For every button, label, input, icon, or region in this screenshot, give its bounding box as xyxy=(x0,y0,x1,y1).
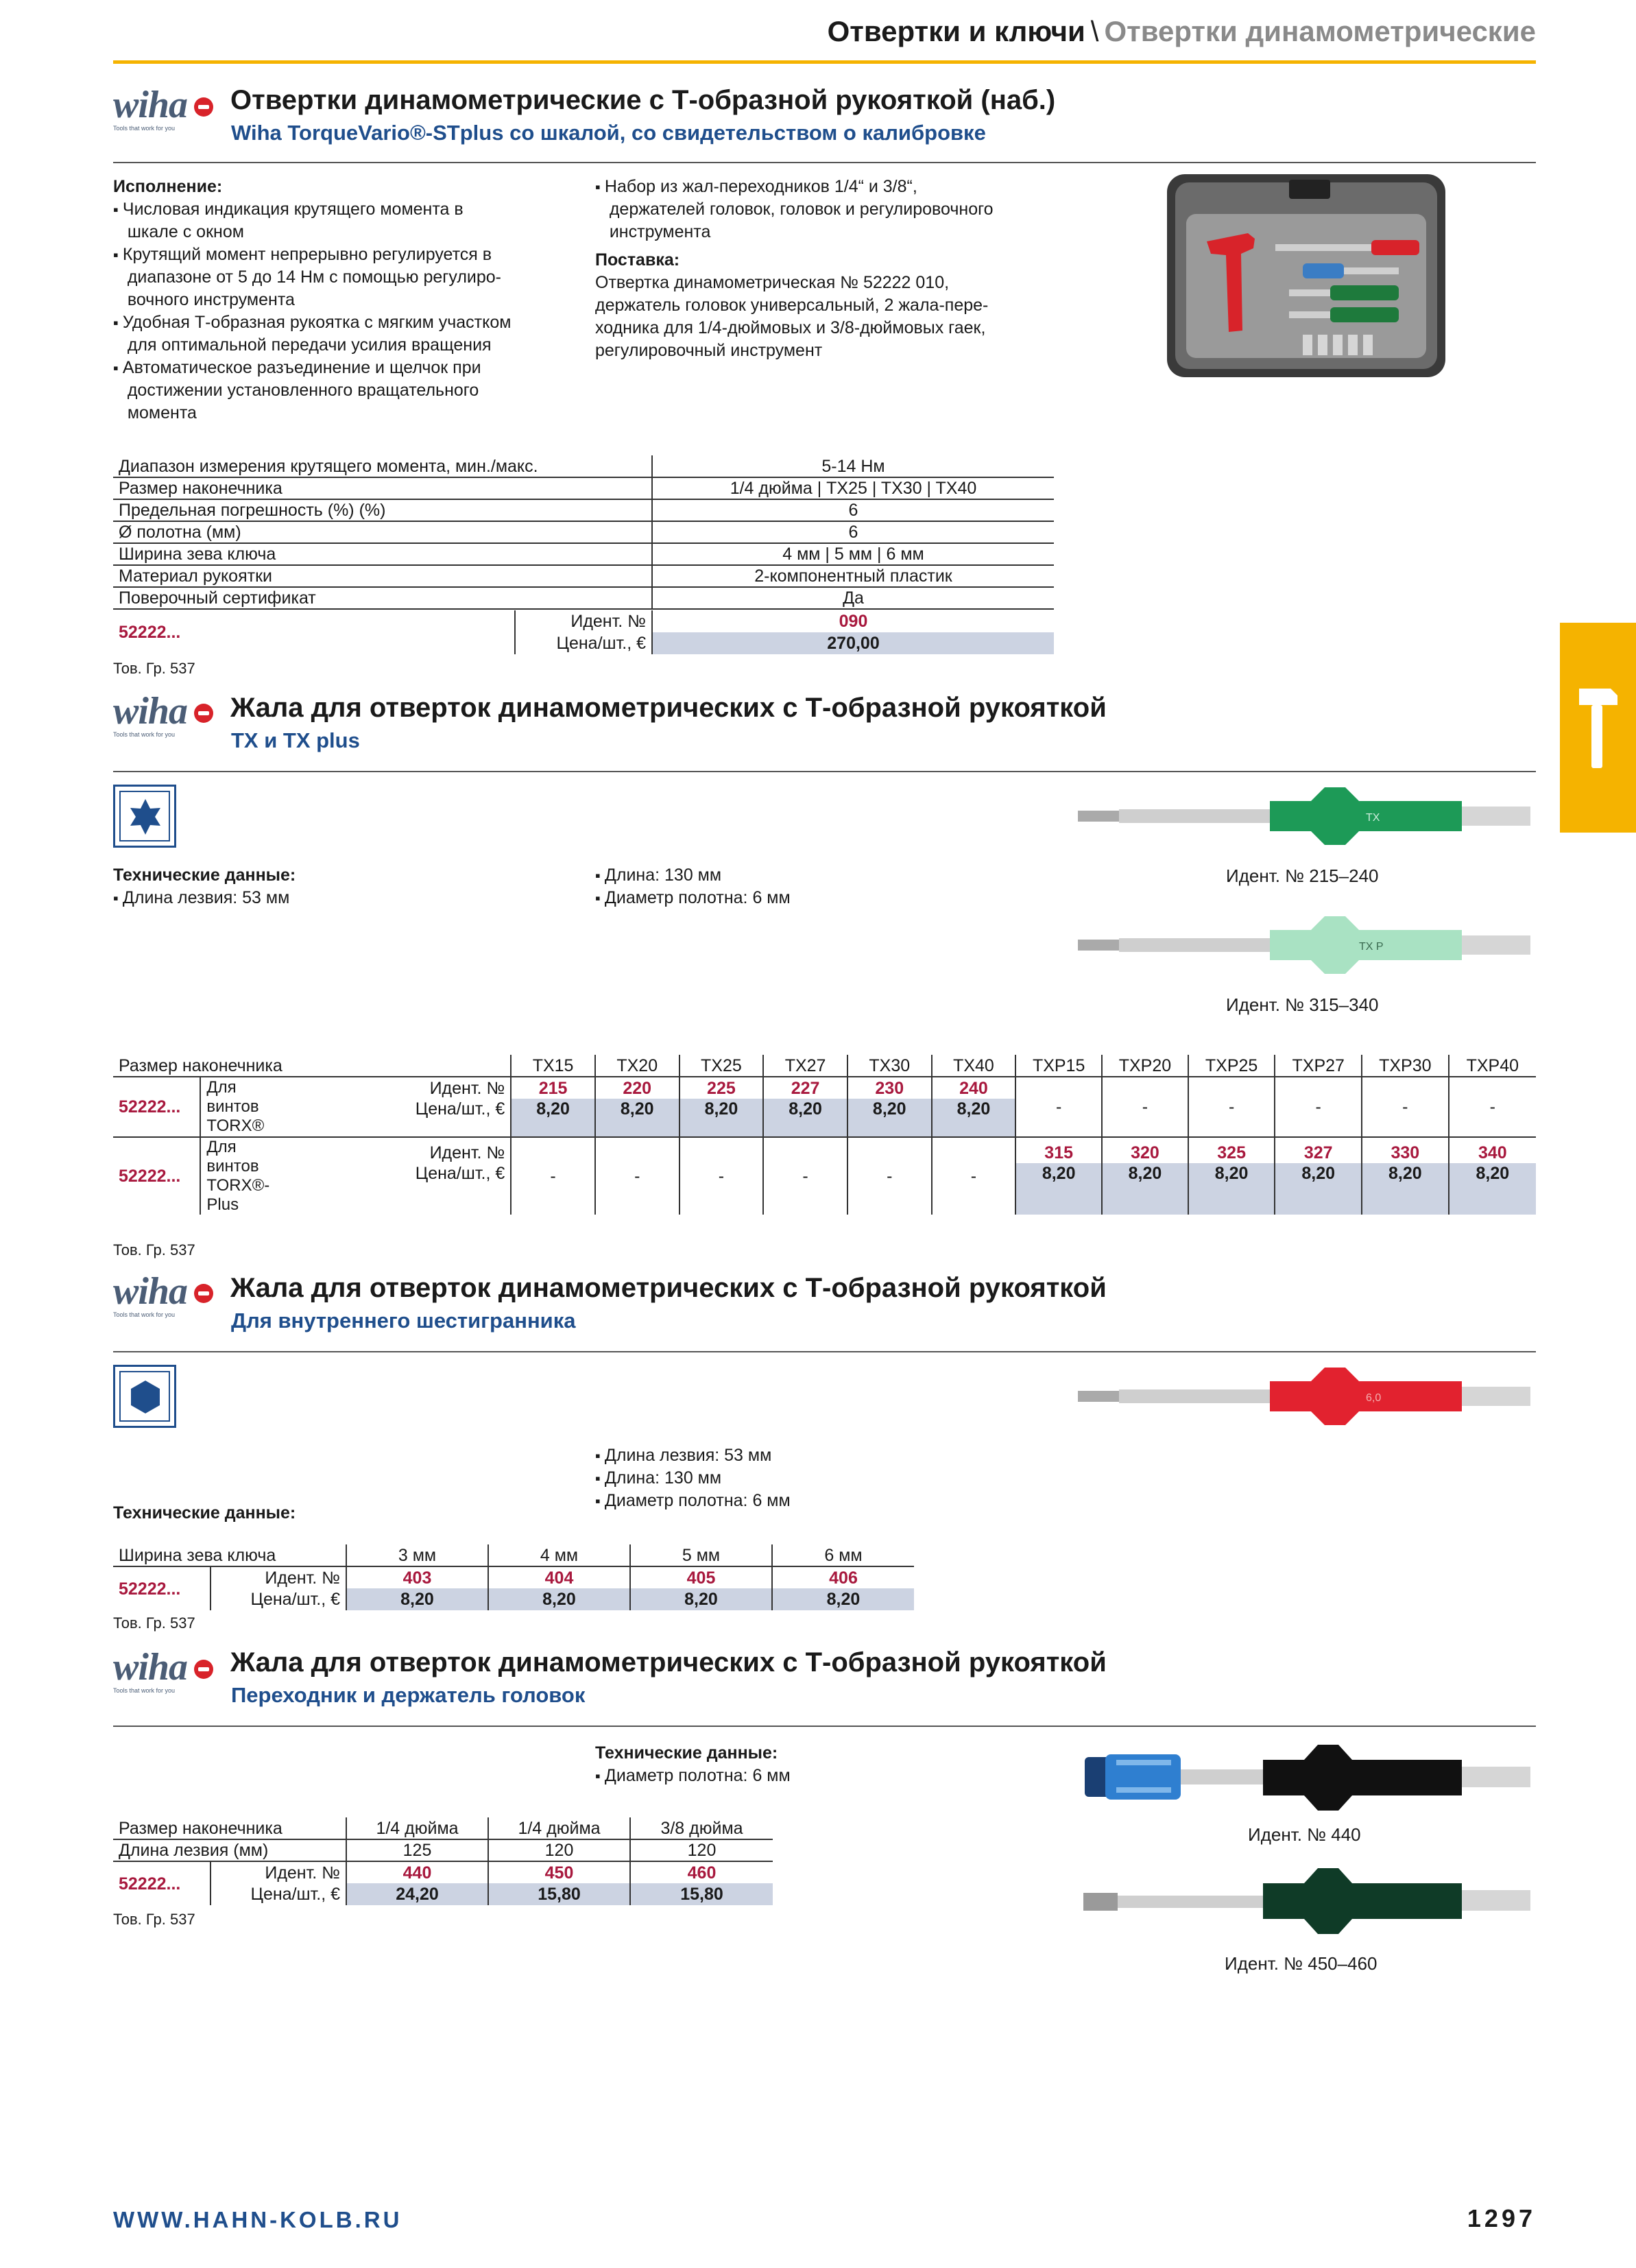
size-cell: 3 мм xyxy=(346,1544,488,1566)
price-value: 8,20 xyxy=(1015,1163,1102,1215)
ident-value: - xyxy=(679,1137,764,1215)
ident-value: 220 xyxy=(595,1077,679,1099)
price-label: Цена/шт., € xyxy=(210,1883,346,1905)
section3-title: Жала для отверток динамометрических с Т-образной рукояткой xyxy=(230,1273,1107,1303)
size-cell: 1/4 дюйма xyxy=(488,1817,630,1839)
size-cell: 4 мм xyxy=(488,1544,630,1566)
section2-order-table xyxy=(113,1055,1536,1215)
size-cell: TXP27 xyxy=(1275,1055,1362,1077)
section2-tech-right: ▪ Длина: 130 мм ▪ Диаметр полотна: 6 мм xyxy=(595,864,791,909)
price-value: 8,20 xyxy=(511,1099,595,1137)
page-header xyxy=(828,15,1536,48)
price-value: 15,80 xyxy=(488,1883,630,1905)
ident-value: 225 xyxy=(679,1077,764,1099)
ident-value: 315 xyxy=(1015,1137,1102,1163)
price-value: 8,20 xyxy=(932,1099,1016,1137)
ident-value: - xyxy=(847,1137,932,1215)
section3-tech-heading: Технические данные: xyxy=(113,1503,296,1523)
price-value: 8,20 xyxy=(847,1099,932,1137)
ident-value: 227 xyxy=(763,1077,847,1099)
hammer-icon xyxy=(1575,682,1620,771)
size-cell: TX20 xyxy=(595,1055,679,1077)
spec-row: Диапазон измерения крутящего момента, мин./макс. 5-14 Нм xyxy=(113,455,1054,477)
price-value: 270,00 xyxy=(652,632,1054,654)
ident-label: Идент. № xyxy=(429,1078,505,1098)
size-cell: 3/8 дюйма xyxy=(630,1817,773,1839)
price-value: 8,20 xyxy=(772,1588,914,1610)
ident-value: - xyxy=(511,1137,595,1215)
price-value: 8,20 xyxy=(1275,1163,1362,1215)
ident-value: 404 xyxy=(488,1566,630,1588)
section3-rule xyxy=(113,1351,1536,1352)
size-cell: TXP20 xyxy=(1102,1055,1188,1077)
size-cell: 6 мм xyxy=(772,1544,914,1566)
image-caption: Идент. № 215–240 xyxy=(1226,866,1379,886)
section1-features: Исполнение: ▪ Числовая индикация крутящего момента в шкале с окном ▪ Крутящий момент непрерывно регулируется в диапазоне от 5 до 14 Нм с помощью регулиро- вочного инструмента ▪ Удобная Т-образная рукоятка с мягким участком для оптимальной передачи усилия вращения ▪ Автоматическое разъединение и щелчок при достижении установленного вращательного момента xyxy=(113,176,511,425)
image-caption: Идент. № 315–340 xyxy=(1226,994,1379,1015)
svg-text:6,0: 6,0 xyxy=(1366,1392,1382,1404)
ident-label: Идент. № xyxy=(210,1861,346,1883)
price-value: 8,20 xyxy=(1102,1163,1188,1215)
header-separator: \ xyxy=(1090,15,1099,47)
product-group: Тов. Гр. 537 xyxy=(113,660,195,677)
section4-rule xyxy=(113,1726,1536,1727)
footer-url[interactable]: WWW.HAHN-KOLB.RU xyxy=(113,2207,402,2232)
ident-value: 405 xyxy=(630,1566,772,1588)
row-description: Для винтов TORX® xyxy=(200,1077,285,1137)
ident-value: - xyxy=(1102,1077,1188,1137)
section1-rule xyxy=(113,162,1536,163)
article-number: 52222... xyxy=(119,1579,181,1599)
hexagon-profile-icon xyxy=(113,1365,176,1428)
price-value: 8,20 xyxy=(346,1588,488,1610)
ident-value: - xyxy=(763,1137,847,1215)
section1-order-table xyxy=(113,610,1054,654)
ident-value: - xyxy=(1015,1077,1102,1137)
hex-bit-image xyxy=(1078,1362,1537,1431)
price-value: 8,20 xyxy=(679,1099,764,1137)
size-cell: TX25 xyxy=(679,1055,764,1077)
ident-value: 403 xyxy=(346,1566,488,1588)
ident-value: 090 xyxy=(652,610,1054,632)
size-header: Размер наконечника xyxy=(119,1055,282,1075)
ident-label: Идент. № xyxy=(515,610,652,632)
header-category: Отвертки и ключи xyxy=(827,15,1085,47)
article-number: 52222... xyxy=(119,1874,181,1894)
price-value: 8,20 xyxy=(1188,1163,1275,1215)
ident-value: 450 xyxy=(488,1861,630,1883)
spec-row: Материал рукоятки 2-компонентный пластик xyxy=(113,565,1054,587)
page-number: 1297 xyxy=(1467,2204,1536,2232)
spec-row: Предельная погрешность (%) (%) 6 xyxy=(113,499,1054,521)
section3-subtitle: Для внутреннего шестигранника xyxy=(231,1309,576,1333)
price-value: 8,20 xyxy=(488,1588,630,1610)
section2-subtitle: TX и TX plus xyxy=(231,728,360,752)
ident-value: 325 xyxy=(1188,1137,1275,1163)
section4-tech: Технические данные: ▪ Диаметр полотна: 6 мм xyxy=(595,1742,791,1787)
adapter-450-460-image xyxy=(1078,1865,1537,1941)
size-cell: TX40 xyxy=(932,1055,1016,1077)
wiha-logo: wiha Tools that work for you xyxy=(113,1649,223,1697)
spec-row: Ø полотна (мм) 6 xyxy=(113,521,1054,543)
ident-value: - xyxy=(932,1137,1016,1215)
price-value: 8,20 xyxy=(595,1099,679,1137)
section4-title: Жала для отверток динамометрических с Т-образной рукояткой xyxy=(230,1647,1107,1678)
txp-bit-image xyxy=(1078,911,1537,979)
length-cell: 120 xyxy=(630,1839,773,1861)
price-value: 8,20 xyxy=(630,1588,772,1610)
ident-value: 327 xyxy=(1275,1137,1362,1163)
ident-value: - xyxy=(595,1137,679,1215)
section4-subtitle: Переходник и держатель головок xyxy=(231,1683,586,1707)
spec-row: Ширина зева ключа 4 мм | 5 мм | 6 мм xyxy=(113,543,1054,565)
svg-text:TX: TX xyxy=(1366,812,1380,824)
section2-rule xyxy=(113,771,1536,772)
article-number: 52222... xyxy=(119,1097,181,1117)
ident-value: 240 xyxy=(932,1077,1016,1099)
price-label: Цена/шт., € xyxy=(415,1164,505,1184)
ident-value: 215 xyxy=(511,1077,595,1099)
image-caption: Идент. № 450–460 xyxy=(1225,1953,1378,1974)
price-label: Цена/шт., € xyxy=(210,1588,346,1610)
product-group: Тов. Гр. 537 xyxy=(113,1241,195,1258)
ident-value: - xyxy=(1275,1077,1362,1137)
ident-label: Идент. № xyxy=(429,1143,505,1163)
tx-bit-image xyxy=(1078,782,1537,850)
row-description: Для винтов TORX®- Plus xyxy=(200,1137,285,1215)
section1-spec-table xyxy=(113,455,1054,610)
ident-value: 440 xyxy=(346,1861,488,1883)
section4-order-table xyxy=(113,1817,773,1905)
header-subcategory: Отвертки динамометрические xyxy=(1104,15,1536,47)
image-caption: Идент. № 440 xyxy=(1248,1824,1361,1845)
ident-value: 320 xyxy=(1102,1137,1188,1163)
ident-value: - xyxy=(1449,1077,1536,1137)
price-value: 8,20 xyxy=(1449,1163,1536,1215)
size-cell: TX27 xyxy=(763,1055,847,1077)
ident-value: 406 xyxy=(772,1566,914,1588)
ident-label: Идент. № xyxy=(210,1566,346,1588)
size-header: Ширина зева ключа xyxy=(119,1545,276,1565)
section2-tech: Технические данные: ▪ Длина лезвия: 53 мм xyxy=(113,864,296,909)
size-cell: TX30 xyxy=(847,1055,932,1077)
size-cell: TXP25 xyxy=(1188,1055,1275,1077)
price-value: 8,20 xyxy=(763,1099,847,1137)
size-cell: TXP15 xyxy=(1015,1055,1102,1077)
ident-value: 330 xyxy=(1362,1137,1449,1163)
svg-text:TX P: TX P xyxy=(1359,941,1384,953)
size-cell: 5 мм xyxy=(630,1544,772,1566)
length-cell: 125 xyxy=(346,1839,488,1861)
section1-subtitle: Wiha TorqueVario®-STplus со шкалой, со свидетельством о калибровке xyxy=(231,121,986,145)
section3-order-table xyxy=(113,1544,914,1610)
price-label: Цена/шт., € xyxy=(515,632,652,654)
ident-value: 460 xyxy=(630,1861,773,1883)
size-header: Размер наконечника xyxy=(119,1818,282,1838)
wiha-logo: wiha Tools that work for you xyxy=(113,693,223,741)
product-group: Тов. Гр. 537 xyxy=(113,1911,195,1928)
size-cell: TX15 xyxy=(511,1055,595,1077)
article-number: 52222... xyxy=(119,1167,181,1186)
section2-title: Жала для отверток динамометрических с Т-образной рукояткой xyxy=(230,693,1107,723)
torx-profile-icon xyxy=(113,785,176,848)
section3-tech-right: ▪ Длина лезвия: 53 мм ▪ Длина: 130 мм ▪ Диаметр полотна: 6 мм xyxy=(595,1444,791,1512)
section-tab[interactable] xyxy=(1560,623,1636,833)
price-value: 15,80 xyxy=(630,1883,773,1905)
ident-value: 230 xyxy=(847,1077,932,1099)
torque-set-case-image xyxy=(1166,173,1447,379)
wiha-logo: wiha Tools that work for you xyxy=(113,1273,223,1321)
wiha-logo: wiha Tools that work for you xyxy=(113,86,223,134)
length-header: Длина лезвия (мм) xyxy=(119,1841,269,1860)
size-cell: TXP40 xyxy=(1449,1055,1536,1077)
price-value: 8,20 xyxy=(1362,1163,1449,1215)
header-rule xyxy=(113,60,1536,64)
ident-value: - xyxy=(1362,1077,1449,1137)
spec-row: Поверочный сертификат Да xyxy=(113,587,1054,609)
section1-supply: ▪ Набор из жал-переходников 1/4“ и 3/8“, держателей головок, головок и регулировочного инструмента Поставка: Отвертка динамометрическая № 52222 010, держатель головок универсальный, 2 жала-пере- ходника для 1/4-дюймовых и 3/8-дюймовых гаек, регулировочный инструмент xyxy=(595,176,994,362)
ident-value: 340 xyxy=(1449,1137,1536,1163)
section1-title: Отвертки динамометрические с Т-образной рукояткой (наб.) xyxy=(230,85,1056,115)
spec-row: Размер наконечника 1/4 дюйма | TX25 | TX30 | TX40 xyxy=(113,477,1054,499)
price-label: Цена/шт., € xyxy=(415,1099,505,1119)
size-cell: 1/4 дюйма xyxy=(346,1817,488,1839)
size-cell: TXP30 xyxy=(1362,1055,1449,1077)
length-cell: 120 xyxy=(488,1839,630,1861)
ident-value: - xyxy=(1188,1077,1275,1137)
product-group: Тов. Гр. 537 xyxy=(113,1614,195,1632)
price-value: 24,20 xyxy=(346,1883,488,1905)
article-number: 52222... xyxy=(119,623,181,642)
adapter-440-image xyxy=(1078,1742,1537,1817)
